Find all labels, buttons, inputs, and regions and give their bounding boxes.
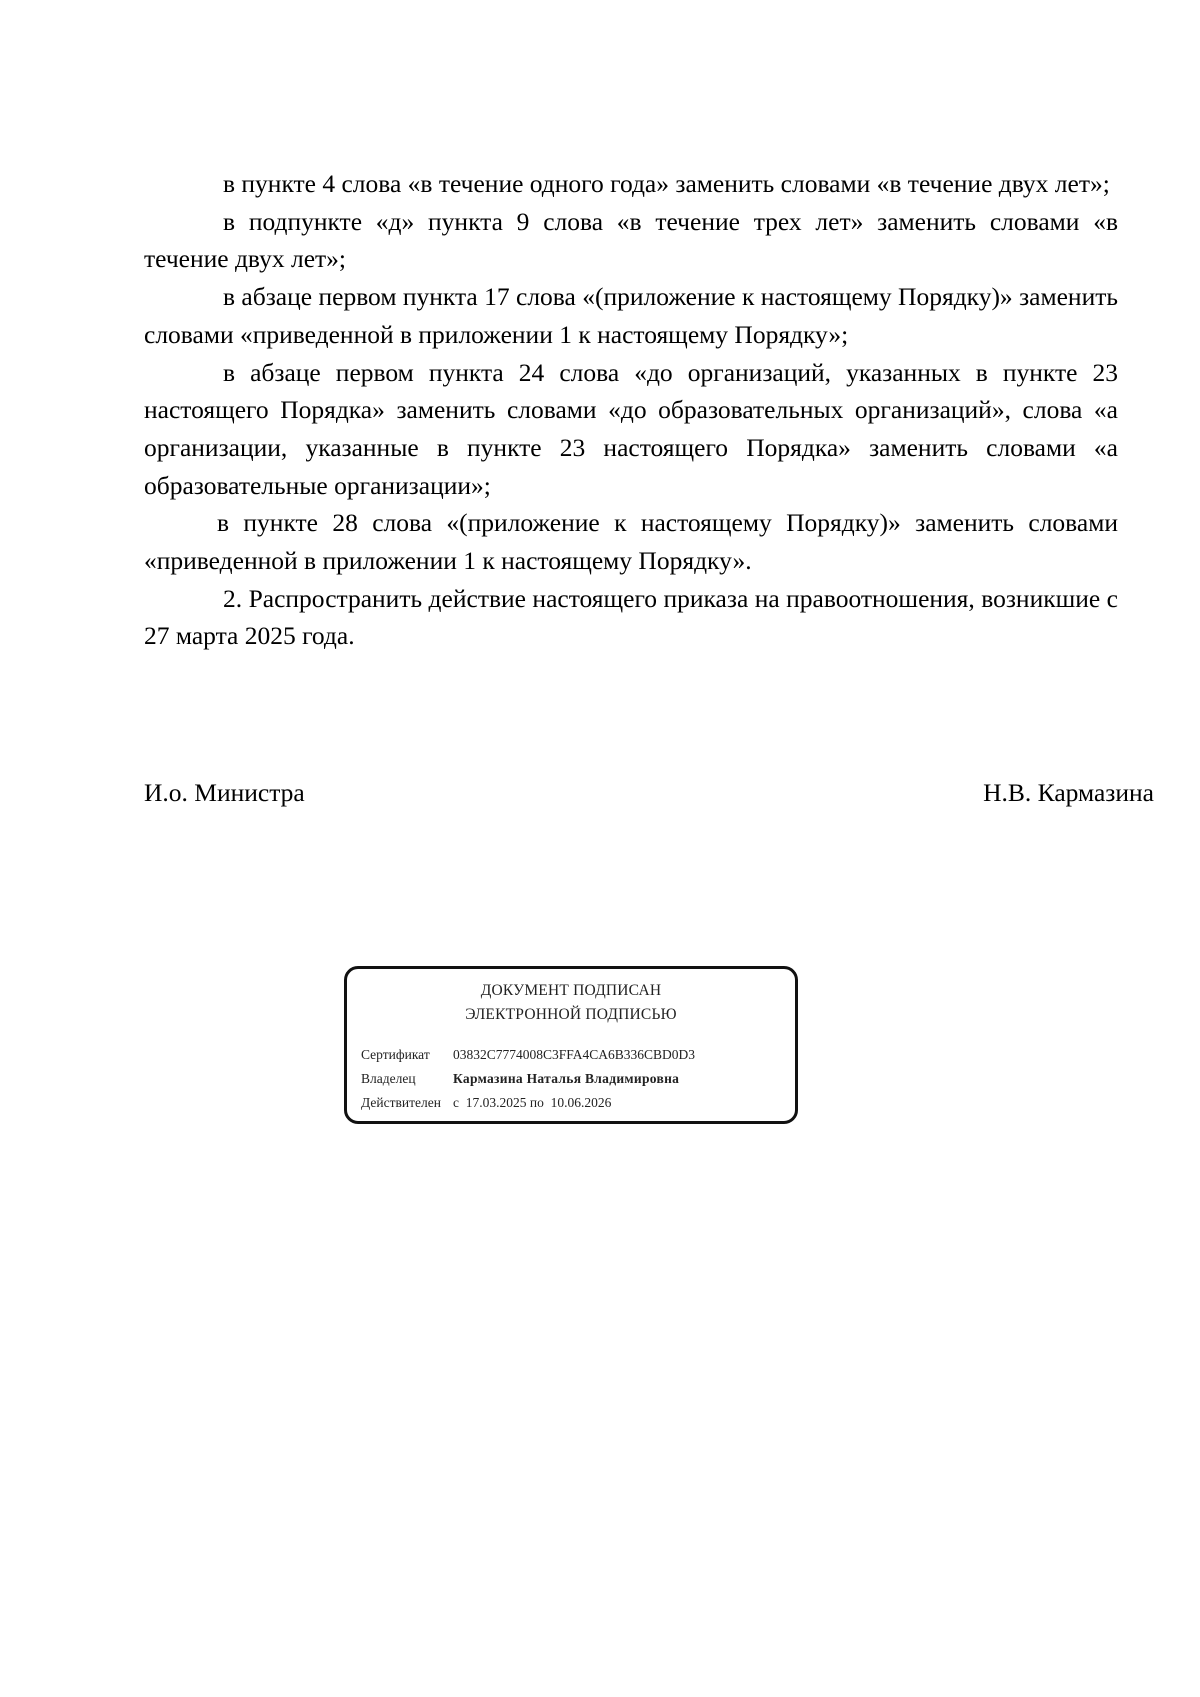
signature-block [144,774,1154,814]
paragraph-clause-2: 2. Распространить действие настоящего приказа на правоотношения, возникшие с 27 марта 2025 года. [144,583,1118,651]
paragraph-subitem-d-item-9: в подпункте «д» пункта 9 слова «в течение трех лет» заменить словами «в течение двух лет»; [144,206,1118,274]
owner-label: Владелец [361,1071,416,1086]
validity-label: Действителен [361,1095,441,1110]
stamp-certificate-row [361,1045,695,1065]
paragraph-item-24: в абзаце первом пункта 24 слова «до организаций, указанных в пункте 23 настоящего Порядка» заменить словами «до образовательных организаций», слова «а организации, указанные в пункте 23 настоящего Порядка» заменить словами «а образовательные организации»; [144,357,1118,500]
valid-from-prefix: с [453,1095,459,1110]
valid-to-date: 10.06.2026 [550,1095,612,1110]
valid-to-prefix: по [529,1095,544,1110]
paragraph-item-17: в абзаце первом пункта 17 слова «(приложение к настоящему Порядку)» заменить словами «приведенной в приложении 1 к настоящему Порядку»; [144,282,1118,349]
certificate-value: 03832C7774008C3FFA4CA6B336CBD0D3 [453,1047,696,1062]
stamp-header [347,979,795,1027]
signer-position: И.о. Министра [144,778,305,807]
owner-value: Кармазина Наталья Владимировна [453,1071,680,1086]
stamp-owner-row [361,1069,679,1089]
certificate-label: Сертификат [361,1047,430,1062]
document-body [144,165,1118,655]
paragraph-item-4: в пункте 4 слова «в течение одного года» заменить словами «в течение двух лет»; [223,169,1110,198]
stamp-header-line-2: ЭЛЕКТРОННОЙ ПОДПИСЬЮ [465,1006,677,1023]
signer-name: Н.В. Кармазина [983,778,1154,807]
paragraph-item-28: в пункте 28 слова «(приложение к настоящему Порядку)» заменить словами «приведенной в приложении 1 к настоящему Порядку». [144,508,1118,576]
stamp-validity-row [361,1093,611,1113]
electronic-signature-stamp [344,966,798,1124]
stamp-header-line-1: ДОКУМЕНТ ПОДПИСАН [480,982,662,999]
valid-from-date: 17.03.2025 [465,1095,527,1110]
